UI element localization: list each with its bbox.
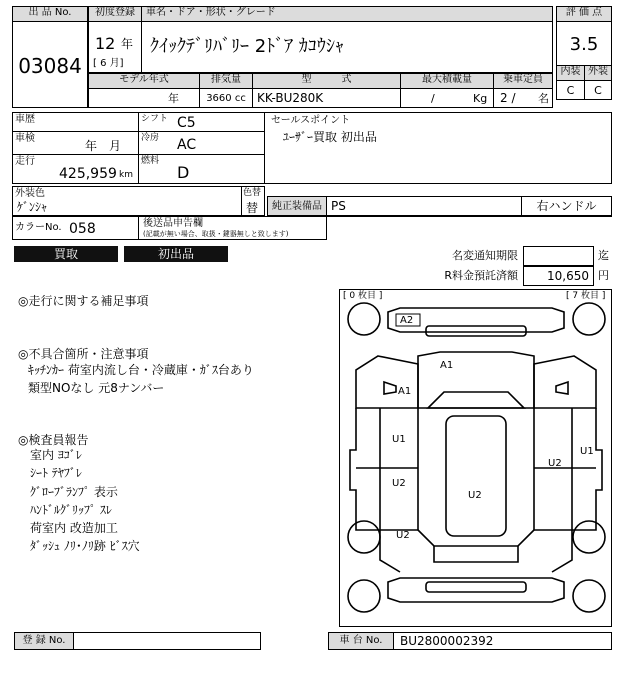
purchase-tag: 買取 <box>14 246 118 262</box>
first-reg-year: 12 <box>95 34 116 53</box>
model-year-value: 年 <box>88 88 200 108</box>
ac-value: AC <box>177 137 197 153</box>
recycle-label: R料金預託済額 <box>444 269 518 282</box>
ext-color-value: ｹﾞﾝｼｬ <box>17 200 48 214</box>
mark-u1-left-door: U1 <box>392 434 406 445</box>
inspector-line-3: ｸﾞﾛｰﾌﾞﾗﾝﾌﾟ 表示 <box>30 485 118 499</box>
inspector-line-6: ﾀﾞｯｼｭ ﾉﾘ･ﾉﾘ跡 ﾋﾞｽ穴 <box>30 539 140 553</box>
later-doc-label: 後送品申告欄 <box>143 218 203 229</box>
first-listing-tag: 初出品 <box>124 246 228 262</box>
car-name: ｸｲｯｸﾃﾞﾘﾊﾞﾘｰ 2ﾄﾞｱ ｶｺｳｼｬ <box>141 21 553 73</box>
supplement-title: ◎走行に関する補足事項 <box>18 294 149 308</box>
displacement-label: 排気量 <box>199 73 253 89</box>
defect-line-2: 類型NOなし 元8ナンバー <box>28 381 165 395</box>
recycle-value: 10,650 <box>523 266 594 286</box>
shift-box <box>138 112 265 132</box>
inspector-line-2: ｼｰﾄ ﾃﾔﾌﾞﾚ <box>30 466 82 480</box>
exterior-value: C <box>584 80 612 100</box>
fuel-label: 燃料 <box>141 156 160 166</box>
mark-a1-fender: A1 <box>398 386 412 397</box>
history-box <box>12 112 139 132</box>
sales-point-label: セールスポイント <box>271 115 351 126</box>
inspection-value: 年 月 <box>85 139 122 153</box>
inspection-box <box>12 131 139 155</box>
later-doc-fill <box>326 216 612 240</box>
ext-color-box <box>12 186 242 216</box>
fuel-value: D <box>177 163 190 182</box>
diagram-corner-left: [ 0 枚目 ] <box>343 291 383 301</box>
color-change-value: 替 <box>246 201 259 215</box>
mark-u2-right-side: U2 <box>548 458 562 469</box>
recycle-unit: 円 <box>598 269 609 282</box>
displacement-value: 3660 cc <box>199 88 253 108</box>
max-load-value: / <box>431 92 435 105</box>
type-label: 型 式 <box>252 73 401 89</box>
mark-u2-left-rear: U2 <box>392 478 406 489</box>
type-value: KK-BU280K <box>252 88 401 108</box>
reg-no-value-box <box>73 632 261 650</box>
defect-title: ◎不具合箇所・注意事項 <box>18 347 149 361</box>
color-change-box <box>241 186 265 216</box>
inspector-line-5: 荷室内 改造加工 <box>30 521 118 535</box>
ac-label: 冷房 <box>141 133 160 143</box>
first-reg-label: 初度登録 <box>88 6 142 22</box>
steering-value: 右ハンドル <box>521 196 612 216</box>
later-doc-note: (記載が無い場合、取扱・鍵器無しと致します) <box>143 230 289 238</box>
transfer-unit: 迄 <box>598 249 609 262</box>
color-no-label: カラーNo. <box>15 222 62 233</box>
color-no-value: 058 <box>69 221 96 237</box>
year-unit: 年 <box>121 37 134 51</box>
model-year-label: モデル年式 <box>88 73 200 89</box>
chassis-label: 車 台 No. <box>328 632 394 650</box>
first-reg-month: [ 6 月] <box>93 58 124 69</box>
mark-u1-right: U1 <box>580 446 594 457</box>
lot-no: 03084 <box>12 21 88 108</box>
reg-no-label: 登 録 No. <box>14 632 74 650</box>
capacity-value: 2 / <box>500 91 516 105</box>
car-name-label: 車名・ドア・形状・グレード <box>141 6 553 22</box>
shift-label: シフト <box>141 114 169 124</box>
mileage-box <box>12 154 139 184</box>
inspector-title: ◎検査員報告 <box>18 433 89 447</box>
shift-value: C5 <box>177 115 196 131</box>
car-diagram-svg <box>340 290 611 626</box>
exterior-label: 外装 <box>584 65 612 81</box>
first-reg-box <box>88 21 142 73</box>
car-diagram <box>339 289 612 627</box>
capacity-box <box>493 88 553 108</box>
equipment-label: 純正装備品 <box>267 196 327 216</box>
max-load-unit: Kg <box>473 92 488 105</box>
ext-color-label: 外装色 <box>15 188 45 199</box>
max-load-box <box>400 88 494 108</box>
transfer-value-box <box>523 246 594 266</box>
lot-no-label: 出 品 No. <box>12 6 88 22</box>
fuel-box <box>138 154 265 184</box>
color-no-box <box>12 216 139 240</box>
sales-point-box <box>264 112 612 184</box>
mark-u2-roof: U2 <box>468 490 482 501</box>
sales-point-value: ﾕｰｻﾞｰ買取 初出品 <box>283 130 377 144</box>
inspector-line-1: 室内 ﾖｺﾞﾚ <box>30 448 82 462</box>
diagram-corner-right: [ 7 枚目 ] <box>566 291 606 301</box>
interior-value: C <box>556 80 585 100</box>
color-change-label: 色替 <box>243 188 262 198</box>
interior-label: 内装 <box>556 65 585 81</box>
equipment-value: PS <box>326 196 522 216</box>
mark-a2-front: A2 <box>400 315 414 326</box>
mileage-label: 走行 <box>15 156 35 167</box>
later-doc-box <box>138 216 327 240</box>
mark-a1-hood: A1 <box>440 360 454 371</box>
rating-label: 評 価 点 <box>556 6 612 22</box>
transfer-label: 名変通知期限 <box>452 249 518 262</box>
history-label: 車歴 <box>15 114 35 125</box>
max-load-label: 最大積載量 <box>400 73 494 89</box>
capacity-unit: 名 <box>538 92 549 105</box>
chassis-value: BU2800002392 <box>393 632 612 650</box>
mileage-unit: km <box>119 170 133 180</box>
inspection-label: 車検 <box>15 133 35 144</box>
ac-box <box>138 131 265 155</box>
capacity-label: 乗車定員 <box>493 73 553 89</box>
defect-line-1: ｷｯﾁﾝｶｰ 荷室内流し台・冷蔵庫・ｶﾞｽ台あり <box>28 363 254 377</box>
inspector-line-4: ﾊﾝﾄﾞﾙｸﾞﾘｯﾌﾟ ｽﾚ <box>30 503 112 517</box>
mark-u2-left-low: U2 <box>396 530 410 541</box>
mileage-value: 425,959 <box>59 166 117 182</box>
rating-value: 3.5 <box>556 21 612 66</box>
